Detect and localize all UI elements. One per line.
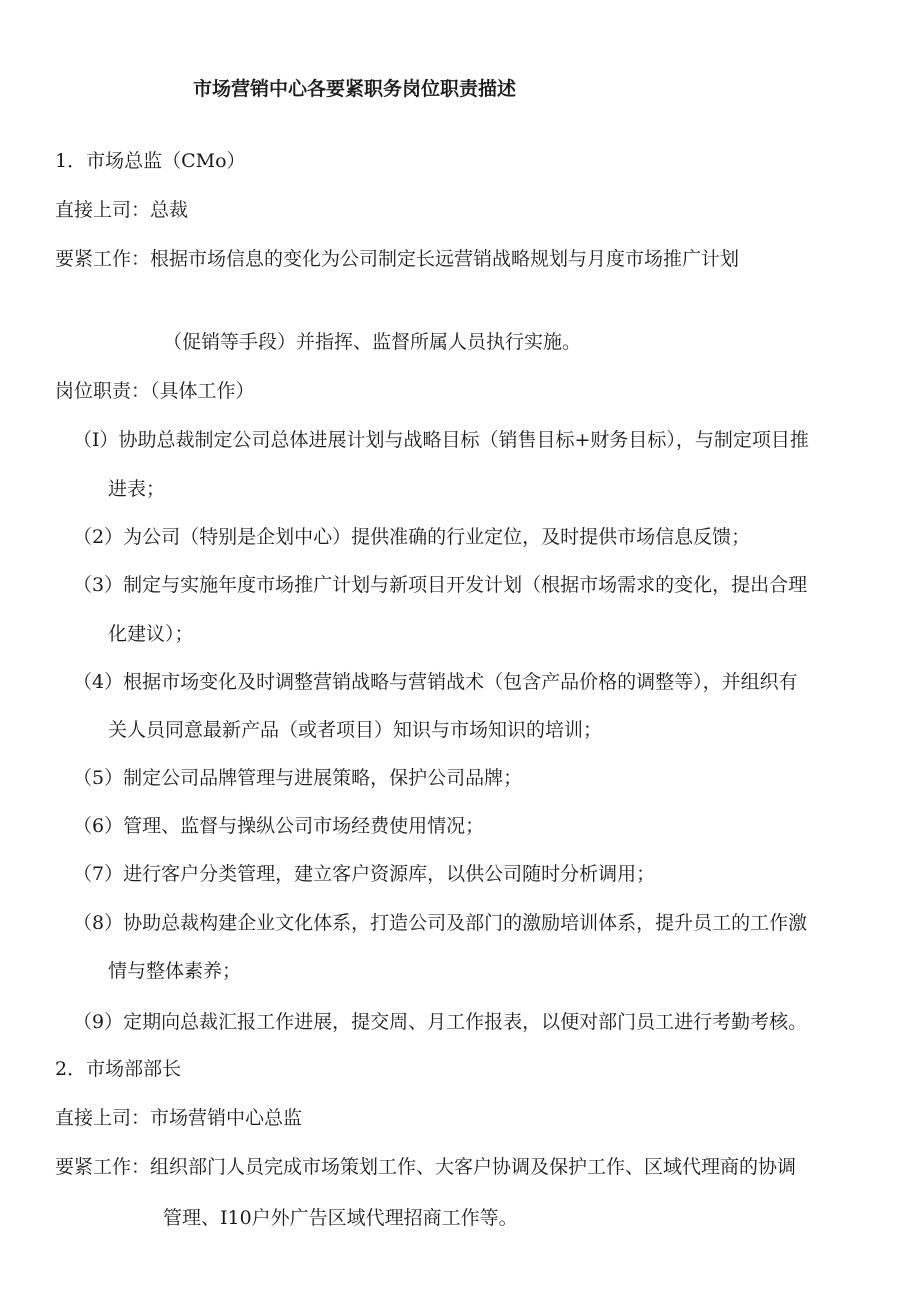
duty-item-continued: 关人员同意最新产品（或者项目）知识与市场知识的培训；: [108, 719, 603, 741]
duty-item-continued: 情与整体素养；: [108, 960, 242, 982]
duty-item: （I）协助总裁制定公司总体进展计划与战略目标（销售目标+财务目标），与制定项目推: [73, 429, 809, 451]
section-2-supervisor: 直接上司：市场营销中心总监: [55, 1107, 303, 1129]
section-1-duties-label: 岗位职责：（具体工作）: [55, 380, 255, 402]
duty-item-continued: 化建议）；: [108, 623, 194, 645]
duty-item: （7）进行客户分类管理，建立客户资源库，以供公司随时分析调用；: [73, 863, 656, 885]
section-1-main-work: 要紧工作：根据市场信息的变化为公司制定长远营销战略规划与月度市场推广计划: [55, 248, 740, 270]
duty-item: （9）定期向总裁汇报工作进展，提交周、月工作报表，以便对部门员工进行考勤考核。: [73, 1011, 808, 1033]
duty-item: （6）管理、监督与操纵公司市场经费使用情况；: [73, 815, 485, 837]
duty-item-continued: 进表；: [108, 478, 166, 500]
duty-item: （2）为公司（特别是企划中心）提供准确的行业定位，及时提供市场信息反馈；: [73, 526, 751, 548]
duty-item: （8）协助总裁构建企业文化体系，打造公司及部门的激励培训体系，提升员工的工作激: [73, 912, 808, 934]
duty-item: （4）根据市场变化及时调整营销战略与营销战术（包含产品价格的调整等），并组织有: [73, 671, 798, 693]
page-title: 市场营销中心各要紧职务岗位职责描述: [193, 78, 517, 100]
section-2-main-work: 要紧工作：组织部门人员完成市场策划工作、大客户协调及保护工作、区域代理商的协调: [55, 1156, 797, 1178]
duty-item: （3）制定与实施年度市场推广计划与新项目开发计划（根据市场需求的变化，提出合理: [73, 574, 808, 596]
section-1-supervisor: 直接上司：总裁: [55, 199, 189, 221]
duty-item: （5）制定公司品牌管理与进展策略，保护公司品牌；: [73, 767, 523, 789]
section-1-main-work-continued: （促销等手段）并指挥、监督所属人员执行实施。: [163, 331, 582, 353]
section-2-heading: 2．市场部部长: [55, 1058, 182, 1080]
section-2-main-work-continued: 管理、I10户外广告区域代理招商工作等。: [163, 1207, 518, 1229]
section-1-heading: 1．市场总监（CMo）: [55, 150, 246, 172]
